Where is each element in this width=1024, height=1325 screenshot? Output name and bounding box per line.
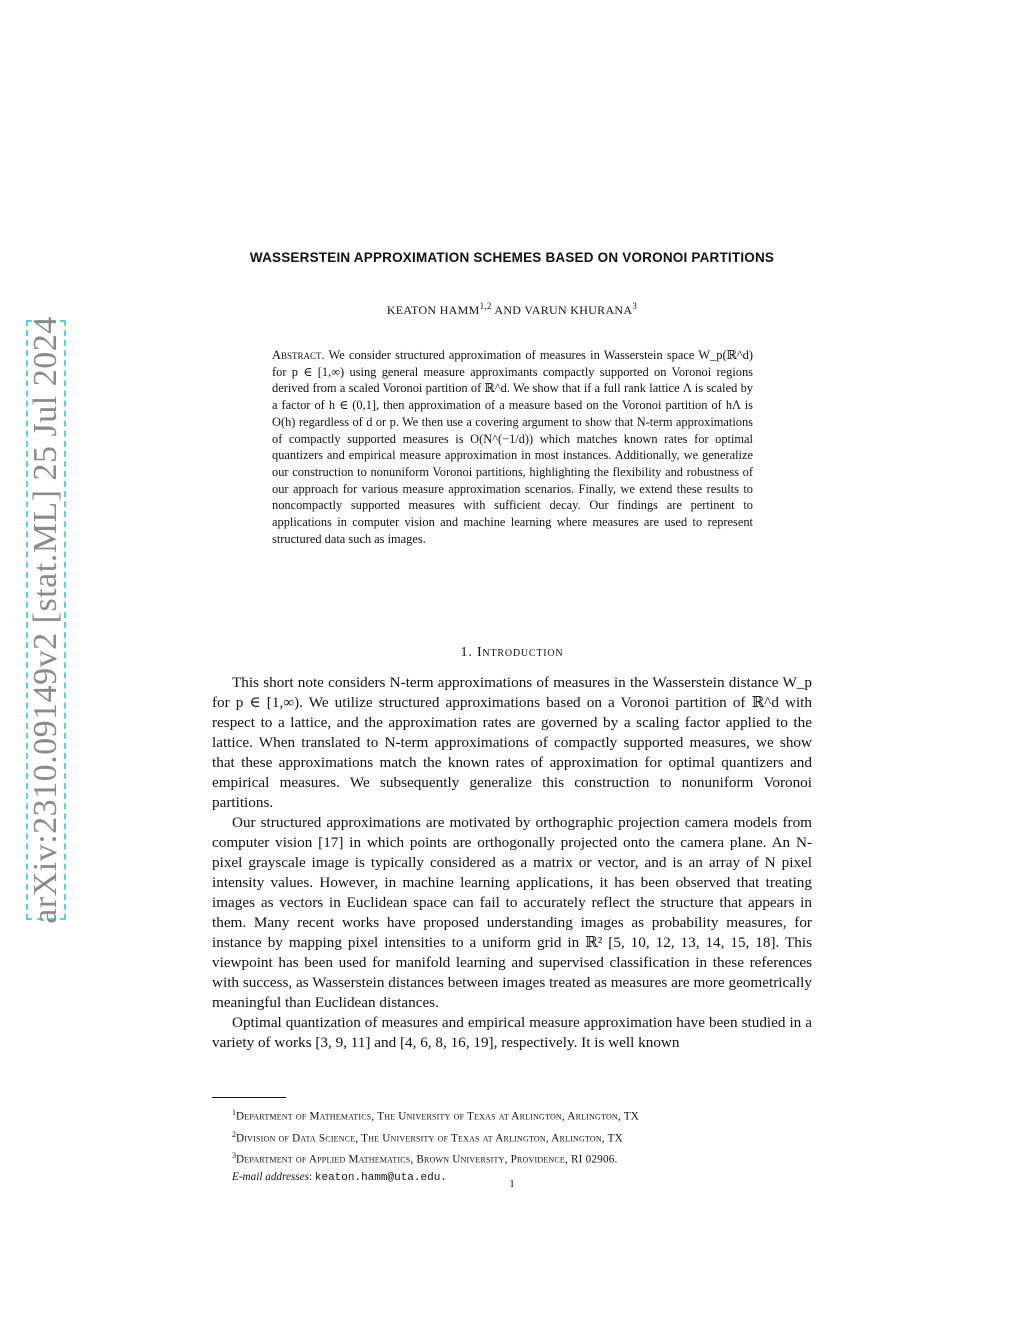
footnote xyxy=(232,1147,792,1169)
section-number: 1. xyxy=(460,645,473,660)
footnote-rule xyxy=(212,1097,286,1098)
author-2: VARUN KHURANA xyxy=(524,303,633,317)
paragraph: This short note considers N-term approximations of measures in the Wasserstein distance W_p for p ∈ [1,∞). We utilize structured approximations based on a Voronoi partition of ℝ^d with respect to a lattice, and the approximation rates are governed by a scaling factor applied to the lattice. When translated to N-term approximations of compactly supported measures, we show that these approximations match the known rates of approximation for optimal quantizers and empirical measures. We subsequently generalize this construction to nonuniform Voronoi partitions. xyxy=(212,674,812,811)
author-1: KEATON HAMM xyxy=(386,303,480,317)
email-label: E-mail addresses xyxy=(232,1171,309,1184)
abstract xyxy=(272,347,753,547)
footnote-mark: 2 xyxy=(232,1129,236,1139)
footnote-text: Division of Data Science, The University of Texas at Arlington, Arlington, TX xyxy=(236,1132,623,1145)
footnote-mark: 3 xyxy=(232,1151,236,1161)
footnote xyxy=(232,1126,792,1148)
body-text xyxy=(212,673,812,1053)
author-1-affiliation-mark: 1,2 xyxy=(479,301,492,311)
email-line: E-mail addresses: keaton.hamm@uta.edu. xyxy=(232,1171,447,1185)
footnotes xyxy=(232,1104,792,1187)
abstract-text: We consider structured approximation of measures in Wasserstein space W_p(ℝ^d) for p ∈ [1,∞) using general measure approximants compactly supported on Voronoi regions derived from a scaled Voronoi partition of ℝ^d. We show that if a full rank lattice Λ is scaled by a factor of h ∈ (0,1], then approximation of a measure based on the Voronoi partition of hΛ is O(h) regardless of d or p. We then use a covering argument to show that N-term approximations of compactly supported measures is O(N^(−1/d)) which matches known rates for optimal quantizers and empirical measure approximation in most instances. Additionally, we generalize our construction to nonuniform Voronoi partitions, highlighting the flexibility and robustness of our approach for various measure approximation scenarios. Finally, we extend these results to noncompactly supported measures with sufficient decay. Our findings are pertinent to applications in computer vision and machine learning where measures are used to represent structured data such as images. xyxy=(272,348,753,546)
author-conjunction: AND xyxy=(491,303,525,317)
section-heading xyxy=(0,645,1024,661)
author-line xyxy=(0,301,1024,318)
email-address[interactable]: keaton.hamm@uta.edu. xyxy=(314,1172,447,1185)
footnote-mark: 1 xyxy=(232,1108,236,1117)
section-title: Introduction xyxy=(476,645,564,660)
footnote xyxy=(232,1104,792,1126)
arxiv-stamp: arXiv:2310.09149v2 [stat.ML] 25 Jul 2024 xyxy=(27,316,64,924)
paper-title: WASSERSTEIN APPROXIMATION SCHEMES BASED ON VORONOI PARTITIONS xyxy=(249,250,775,265)
page-number: 1 xyxy=(509,1178,515,1190)
footnote-text: Department of Applied Mathematics, Brown University, Providence, RI 02906. xyxy=(236,1154,618,1167)
author-2-affiliation-mark: 3 xyxy=(632,301,638,311)
paragraph: Our structured approximations are motivated by orthographic projection camera models from computer vision [17] in which points are orthogonally projected onto the camera plane. An N-pixel grayscale image is typically considered as a matrix or vector, and is an array of N pixel intensity values. However, in machine learning applications, it has been observed that treating images as vectors in Euclidean space can fail to accurately reflect the structure that appears in them. Many recent works have proposed understanding images as probability measures, for instance by mapping pixel intensities to a uniform grid in ℝ² [5, 10, 12, 13, 14, 15, 18]. This viewpoint has been used for manifold learning and supervised classification in these references with success, as Wasserstein distances between images treated as measures are more geometrically meaningful than Euclidean distances. xyxy=(212,814,812,1011)
abstract-label: Abstract. xyxy=(272,348,325,362)
footnote-text: Department of Mathematics, The University of Texas at Arlington, Arlington, TX xyxy=(236,1110,640,1123)
paragraph: Optimal quantization of measures and empirical measure approximation have been studied in a variety of works [3, 9, 11] and [4, 6, 8, 16, 19], respectively. It is well known xyxy=(212,1014,812,1051)
